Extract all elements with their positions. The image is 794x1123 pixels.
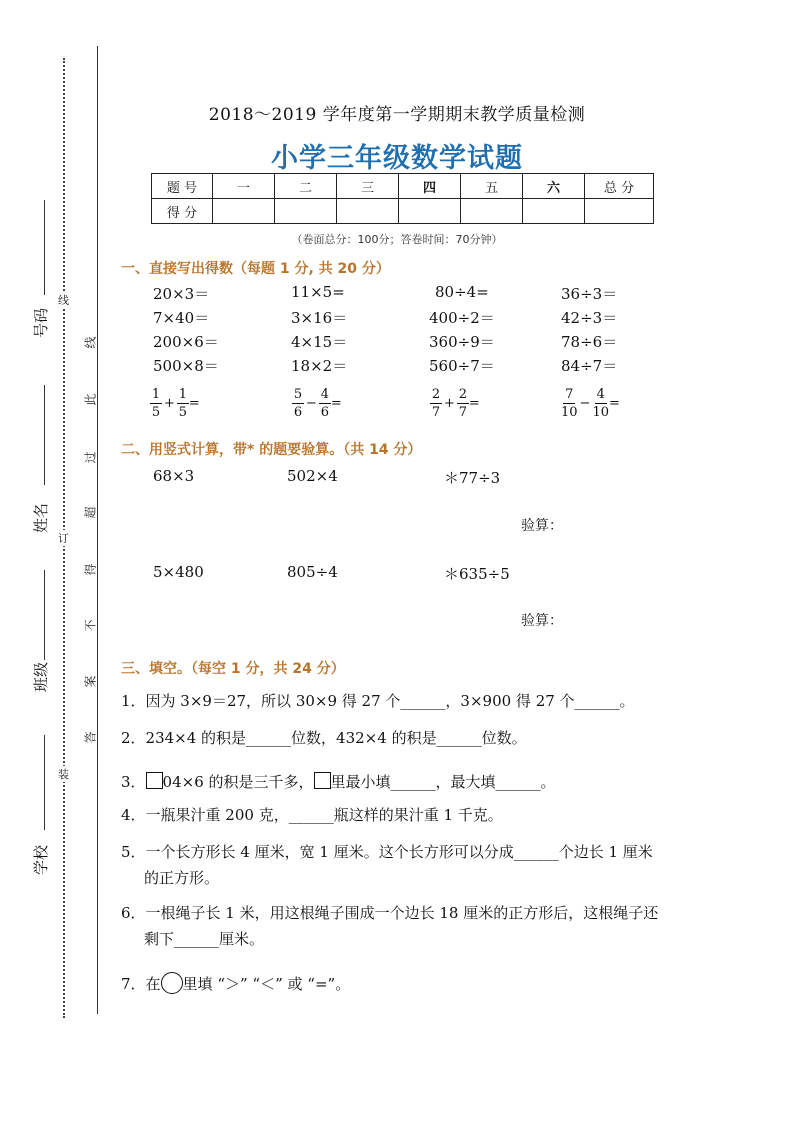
question-5-line1: 5．一个长方形长 4 厘米，宽 1 厘米。这个长方形可以分成______个边长 1 厘米	[121, 843, 653, 861]
calc-item: 42÷3＝	[561, 309, 618, 327]
margin-note-char: 不	[83, 619, 98, 632]
calc-item: 80÷4=	[435, 283, 489, 301]
vertical-calc-item: 502×4	[287, 467, 338, 485]
calc-item: 78÷6＝	[561, 333, 618, 351]
section1-title: 一、直接写出得数（每题 1 分, 共 20 分）	[121, 261, 390, 277]
vertical-calc-item: 5×480	[153, 563, 204, 581]
margin-note-char: 超	[83, 506, 98, 519]
fraction-expression	[430, 386, 480, 421]
score-input-cell[interactable]	[275, 199, 337, 224]
blank-circle-icon	[161, 972, 183, 994]
fraction-denominator: 7	[431, 405, 441, 420]
score-input-cell[interactable]	[399, 199, 461, 224]
calc-item: 11×5=	[291, 283, 345, 301]
question-6-line1: 6．一根绳子长 1 米，用这根绳子围成一个边长 18 厘米的正方形后，这根绳子还	[121, 904, 659, 922]
score-table-header-row	[152, 174, 654, 199]
score-cell: 题 号	[152, 174, 213, 199]
verify-label: 验算：	[521, 518, 563, 534]
score-cell: 二	[275, 174, 337, 199]
fraction-equals: =	[609, 396, 620, 411]
name-blank-line	[44, 385, 45, 485]
vertical-calc-item: 68×3	[153, 467, 195, 485]
margin-note-char: 过	[83, 451, 98, 464]
fraction-expression	[292, 386, 342, 421]
exam-note: （卷面总分：100分；答卷时间：70分钟）	[291, 233, 503, 246]
margin-note-char: 案	[83, 675, 98, 688]
question-2: 2．234×4 的积是______位数，432×4 的积是______位数。	[121, 729, 527, 747]
question-1: 1．因为 3×9＝27，所以 30×9 得 27 个______，3×900 得 27 个______。	[121, 692, 635, 710]
margin-note-char: 此	[83, 393, 98, 406]
calc-item: 36÷3＝	[561, 285, 618, 303]
score-cell: 一	[213, 174, 275, 199]
blank-box-icon	[146, 772, 163, 789]
score-input-cell[interactable]	[461, 199, 523, 224]
fraction-denominator: 7	[458, 405, 468, 420]
question-text: 04×6 的积是三千多，	[162, 773, 314, 791]
calc-item: 4×15＝	[291, 333, 348, 351]
name-label: 姓名	[32, 502, 50, 533]
binding-char-order: 订	[58, 532, 69, 545]
question-5-line2: 的正方形。	[144, 869, 220, 887]
score-cell: 三	[337, 174, 399, 199]
fraction-denominator: 5	[151, 405, 161, 420]
score-row-label: 得 分	[152, 199, 213, 224]
fraction-numerator: 4	[320, 387, 330, 402]
margin-note-char: 答	[83, 731, 98, 744]
verify-label: 验算：	[521, 613, 563, 629]
question-text: 里填 “＞” “＜” 或 “=”。	[182, 975, 351, 993]
vertical-calc-item: ＊635÷5	[444, 565, 510, 583]
margin-note-char: 线	[83, 336, 98, 349]
school-blank-line	[44, 735, 45, 830]
binding-solid-line	[97, 46, 98, 1014]
vertical-calc-item: ＊77÷3	[444, 469, 501, 487]
question-number: 7．在	[121, 975, 161, 993]
fraction-operator: −	[579, 396, 591, 411]
question-4: 4．一瓶果汁重 200 克，______瓶这样的果汁重 1 千克。	[121, 806, 503, 824]
binding-char-bind: 装	[58, 768, 69, 781]
score-cell: 六	[523, 174, 585, 199]
question-6-line2: 剩下______厘米。	[144, 930, 265, 948]
calc-item: 84÷7＝	[561, 357, 618, 375]
fraction-denominator: 5	[178, 405, 188, 420]
fraction-numerator: 1	[151, 387, 161, 402]
fraction-numerator: 5	[293, 387, 303, 402]
school-label: 学校	[32, 844, 50, 875]
fraction-denominator: 10	[592, 405, 609, 420]
fraction-operator: +	[444, 396, 455, 411]
score-cell: 四	[399, 174, 461, 199]
fraction-equals: =	[330, 396, 342, 411]
calc-item: 20×3＝	[153, 285, 210, 303]
calc-item: 360÷9＝	[429, 333, 495, 351]
score-table	[151, 173, 654, 224]
calc-item: 400÷2＝	[429, 309, 495, 327]
calc-item: 7×40＝	[153, 309, 210, 327]
fraction-equals: =	[188, 396, 200, 411]
question-text: 里最小填______，最大填______。	[330, 773, 556, 791]
calc-item: 500×8＝	[153, 357, 219, 375]
blank-box-icon	[314, 772, 331, 789]
class-blank-line	[44, 570, 45, 660]
fraction-denominator: 10	[561, 405, 578, 420]
score-input-cell[interactable]	[337, 199, 399, 224]
margin-note-char: 得	[83, 563, 98, 576]
score-input-cell[interactable]	[523, 199, 585, 224]
exam-title: 小学三年级数学试题	[271, 143, 523, 174]
fraction-expression	[561, 386, 620, 421]
exam-subtitle: 2018～2019 学年度第一学期期末教学质量检测	[208, 105, 586, 125]
fraction-numerator: 2	[458, 387, 468, 402]
binding-char-line: 线	[58, 294, 69, 307]
fraction-operator: +	[164, 396, 175, 411]
score-input-cell[interactable]	[213, 199, 275, 224]
number-label: 号码	[32, 307, 50, 338]
fraction-operator: −	[306, 396, 317, 411]
question-3	[121, 769, 556, 795]
question-number: 3．	[121, 773, 146, 791]
score-cell: 总 分	[585, 174, 654, 199]
score-cell: 五	[461, 174, 523, 199]
fraction-equals: =	[468, 396, 480, 411]
fraction-expression	[150, 386, 200, 421]
calc-item: 200×6＝	[153, 333, 219, 351]
question-7	[121, 971, 350, 997]
calc-item: 560÷7＝	[429, 357, 495, 375]
score-input-cell[interactable]	[585, 199, 654, 224]
fraction-numerator: 1	[178, 387, 188, 402]
section2-title: 二、用竖式计算，带* 的题要验算。（共 14 分）	[121, 442, 422, 458]
section3-title: 三、填空。（每空 1 分，共 24 分）	[121, 661, 345, 677]
calc-item: 3×16＝	[291, 309, 348, 327]
fraction-numerator: 7	[565, 387, 574, 402]
fraction-numerator: 2	[431, 387, 441, 402]
fraction-denominator: 6	[293, 405, 303, 420]
number-blank-line	[44, 200, 45, 295]
class-label: 班级	[32, 661, 50, 692]
score-table-score-row	[152, 199, 654, 224]
fraction-numerator: 4	[596, 387, 605, 402]
calc-item: 18×2＝	[291, 357, 348, 375]
fraction-denominator: 6	[320, 405, 330, 420]
vertical-calc-item: 805÷4	[287, 563, 338, 581]
